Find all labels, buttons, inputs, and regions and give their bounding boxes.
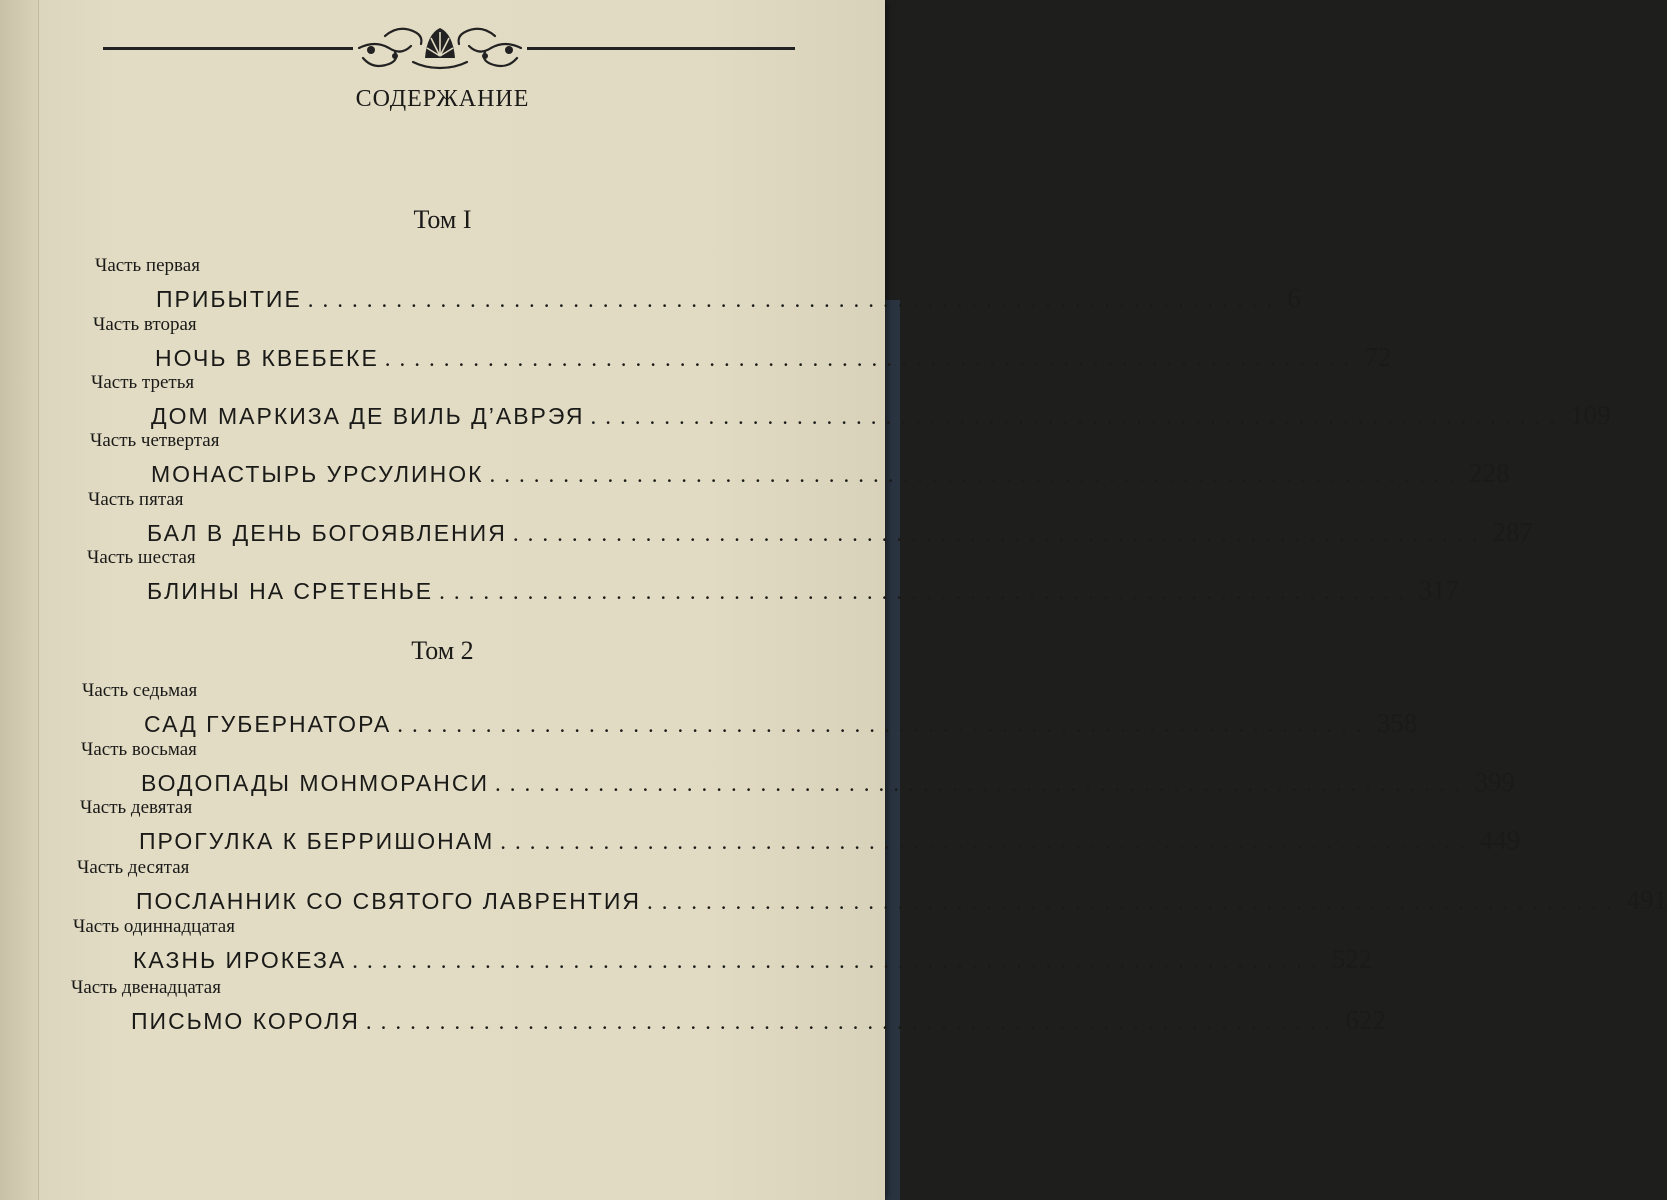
part-title: ВОДОПАДЫ МОНМОРАНСИ (141, 770, 489, 796)
leader-dots: .................................................................. (307, 287, 1282, 312)
toc-line (155, 342, 1392, 373)
part-label: Часть четвертая (90, 430, 220, 451)
page-number: 399 (1474, 767, 1515, 797)
part-title: НОЧЬ В КВЕБЕКЕ (155, 345, 379, 371)
part-label: Часть шестая (87, 547, 196, 568)
toc-entry (0, 977, 1386, 1037)
leader-dots: .................................................................. (384, 346, 1359, 371)
toc-line (139, 825, 1521, 856)
page-number: 109 (1570, 400, 1611, 430)
toc-entry (0, 430, 1510, 490)
toc-entry (0, 489, 1533, 549)
page-number: 449 (1479, 825, 1521, 855)
toc-line (147, 575, 1460, 606)
part-title: ПОСЛАННИК СО СВЯТОГО ЛАВРЕНТИЯ (136, 888, 642, 914)
scroll-ornament-icon (355, 18, 525, 76)
toc-entry (0, 314, 1392, 374)
page-number: 287 (1492, 517, 1533, 547)
toc-entry (0, 797, 1521, 857)
toc-entry (0, 372, 1611, 432)
part-label: Часть десятая (77, 857, 190, 878)
toc-line (151, 458, 1510, 489)
leader-dots: .................................................................. (439, 579, 1413, 604)
header-rule-left (103, 47, 353, 50)
toc-line (136, 885, 1667, 916)
toc-entry (0, 547, 1460, 607)
toc-entry (0, 916, 1373, 976)
page-number: 622 (1345, 1005, 1386, 1035)
toc-line (133, 944, 1373, 975)
toc-entry (0, 857, 1667, 917)
part-label: Часть седьмая (82, 680, 198, 701)
part-label: Часть вторая (93, 314, 197, 335)
toc-line (147, 517, 1533, 548)
toc-line (141, 767, 1515, 798)
leader-dots: .................................................................. (590, 404, 1565, 429)
leader-dots: .................................................................. (500, 829, 1474, 854)
leader-dots: .................................................................. (512, 521, 1487, 546)
header-ornament (0, 0, 885, 90)
part-title: ПРОГУЛКА К БЕРРИШОНАМ (139, 828, 495, 854)
part-label: Часть первая (95, 255, 200, 276)
page-number: 317 (1418, 575, 1460, 605)
page-number: 491 (1626, 885, 1667, 915)
toc-line (144, 708, 1418, 739)
page-number: 358 (1376, 708, 1418, 738)
part-title: БЛИНЫ НА СРЕТЕНЬЕ (147, 578, 434, 604)
volume-2-title: Том 2 (411, 636, 474, 665)
part-title: КАЗНЬ ИРОКЕЗА (133, 947, 347, 973)
part-label: Часть третья (91, 372, 195, 393)
part-title: САД ГУБЕРНАТОРА (144, 711, 392, 737)
part-title: ПРИБЫТИЕ (156, 286, 302, 312)
part-label: Часть одиннадцатая (73, 916, 235, 937)
toc-line (151, 400, 1611, 431)
toc-line (131, 1005, 1386, 1036)
page-number: 6 (1287, 283, 1301, 313)
leader-dots: .................................................................. (495, 771, 1469, 796)
part-title: МОНАСТЫРЬ УРСУЛИНОК (151, 461, 484, 487)
volume-1-title: Том I (413, 205, 472, 234)
part-title: ДОМ МАРКИЗА ДЕ ВИЛЬ Д’АВРЭЯ (151, 403, 585, 429)
toc-entry (0, 739, 1515, 799)
page-number: 522 (1331, 944, 1373, 974)
leader-dots: .................................................................. (365, 1009, 1340, 1034)
part-title: БАЛ В ДЕНЬ БОГОЯВЛЕНИЯ (147, 520, 507, 546)
toc-entry (0, 255, 1301, 315)
part-label: Часть пятая (88, 489, 184, 510)
part-label: Часть восьмая (81, 739, 197, 760)
contents-heading: СОДЕРЖАНИЕ (355, 86, 530, 112)
page-number: 228 (1469, 458, 1510, 488)
toc-entry (0, 680, 1418, 740)
part-title: ПИСЬМО КОРОЛЯ (131, 1008, 360, 1034)
leader-dots: .................................................................. (397, 712, 1371, 737)
part-label: Часть девятая (80, 797, 193, 818)
toc-line (156, 283, 1301, 314)
leader-dots: .................................................................. (647, 889, 1621, 914)
leader-dots: .................................................................. (352, 948, 1326, 973)
part-label: Часть двенадцатая (71, 977, 221, 998)
leader-dots: .................................................................. (489, 462, 1463, 487)
page-number: 72 (1364, 342, 1392, 372)
header-rule-right (527, 47, 795, 50)
